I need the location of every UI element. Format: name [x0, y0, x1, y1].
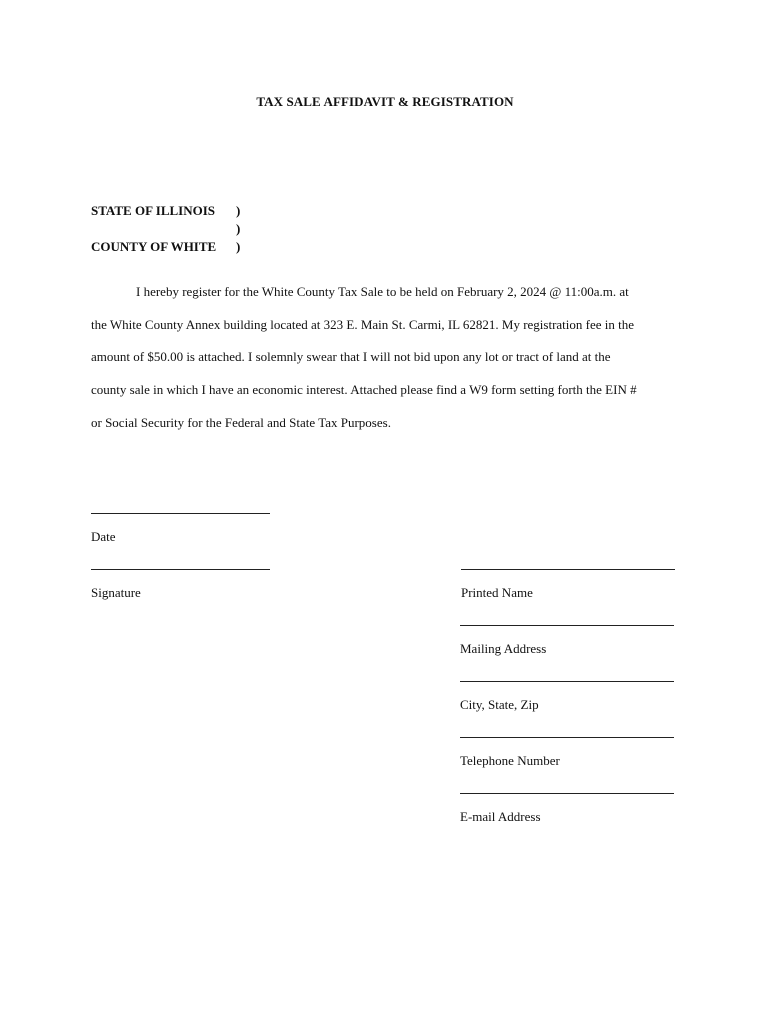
paragraph-line: or Social Security for the Federal and State Tax Purposes. [91, 414, 391, 430]
date-line[interactable] [91, 513, 270, 514]
signature-line[interactable] [91, 569, 270, 570]
paragraph-line: amount of $50.00 is attached. I solemnly swear that I will not bid upon any lot or tract of land at the [91, 349, 611, 365]
mailing-address-label: Mailing Address [460, 641, 547, 656]
email-label: E-mail Address [460, 809, 541, 824]
city-state-zip-line[interactable] [460, 681, 674, 682]
printed-name-line[interactable] [461, 569, 675, 570]
venue-caption [91, 202, 240, 256]
caption-paren: ) [236, 203, 241, 218]
caption-middle-row [91, 220, 240, 238]
date-label: Date [91, 529, 116, 544]
printed-name-label: Printed Name [461, 585, 533, 600]
mailing-address-line[interactable] [460, 625, 674, 626]
paragraph-line: county sale in which I have an economic interest. Attached please find a W9 form setting forth the EIN # [91, 382, 637, 398]
caption-paren: ) [236, 239, 241, 254]
caption-state: STATE OF ILLINOIS [91, 203, 216, 218]
telephone-line[interactable] [460, 737, 674, 738]
signature-label: Signature [91, 585, 141, 600]
caption-county: COUNTY OF WHITE [91, 239, 217, 254]
caption-paren: ) [236, 221, 241, 236]
document-title: TAX SALE AFFIDAVIT & REGISTRATION [256, 94, 514, 109]
affidavit-paragraph [91, 280, 681, 443]
paragraph-line: I hereby register for the White County Tax Sale to be held on February 2, 2024 @ 11:00a.m. at [136, 284, 629, 299]
paragraph-line: the White County Annex building located at 323 E. Main St. Carmi, IL 62821. My registration fee in the [91, 316, 635, 332]
caption-county-row [91, 238, 240, 256]
city-state-zip-label: City, State, Zip [460, 697, 539, 712]
caption-state-row [91, 202, 240, 220]
email-line[interactable] [460, 793, 674, 794]
telephone-label: Telephone Number [460, 753, 560, 768]
